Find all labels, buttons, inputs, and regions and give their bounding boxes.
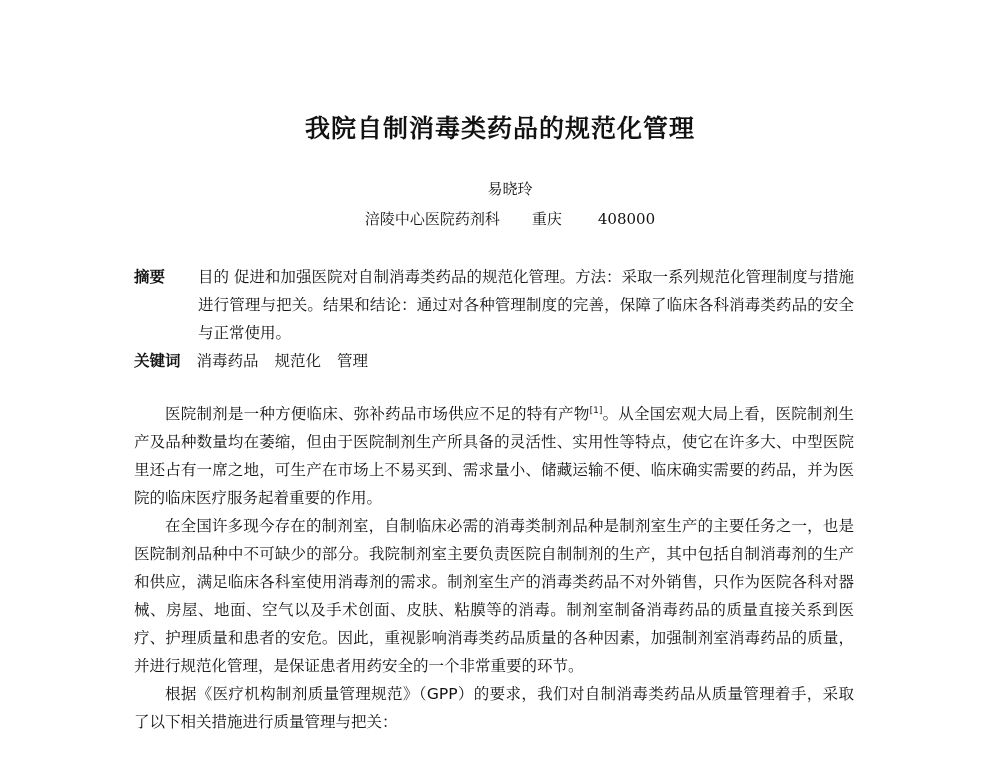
affiliation-institution: 涪陵中心医院药剂科 xyxy=(364,210,500,228)
keyword-item: 管理 xyxy=(337,352,369,370)
author-name: 易晓玲 xyxy=(487,180,533,198)
keyword-item: 消毒药品 xyxy=(196,352,259,370)
abstract-label: 摘要 xyxy=(134,268,166,286)
paper-title: 我院自制消毒类药品的规范化管理 xyxy=(304,114,695,143)
body-text xyxy=(134,400,854,736)
affiliation-line xyxy=(0,208,1000,230)
keywords-label: 关键词 xyxy=(134,352,181,370)
citation-ref: [1] xyxy=(589,405,603,416)
body-paragraph-3: 根据《医疗机构制剂质量管理规范》（GPP）的要求，我们对自制消毒类药品从质量管理着手，采取了以下相关措施进行质量管理与把关： xyxy=(134,685,854,731)
affiliation-postcode: 408000 xyxy=(597,210,656,228)
body-paragraph-2: 在全国许多现今存在的制剂室，自制临床必需的消毒类制剂品种是制剂室生产的主要任务之一，也是医院制剂品种中不可缺少的部分。我院制剂室主要负责医院自制制剂的生产，其中包括自制消毒剂的生产和供应，满足临床各科室使用消毒剂的需求。制剂室生产的消毒类药品不对外销售，只作为医院各科对器械、房屋、地面、空气以及手术创面、皮肤、粘膜等的消毒。制剂室制备消毒药品的质量直接关系到医疗、护理质量和患者的安危。因此，重视影响消毒类药品质量的各种因素，加强制剂室消毒药品的质量，并进行规范化管理，是保证患者用药安全的一个非常重要的环节。 xyxy=(134,517,854,675)
keywords-section xyxy=(134,347,384,375)
body-paragraph-1 xyxy=(134,400,854,512)
abstract-section xyxy=(134,263,854,347)
abstract-text: 目的 促进和加强医院对自制消毒类药品的规范化管理。方法：采取一系列规范化管理制度与措施进行管理与把关。结果和结论：通过对各种管理制度的完善，保障了临床各科消毒类药品的安全与正常使用。 xyxy=(198,268,854,342)
keyword-item: 规范化 xyxy=(274,352,322,370)
paragraph-1-text-a: 医院制剂是一种方便临床、弥补药品市场供应不足的特有产物 xyxy=(165,405,590,423)
affiliation-city: 重庆 xyxy=(531,210,562,228)
paragraph-1-text-b: 。从全国宏观大局上看，医院制剂生产及品种数量均在萎缩，但由于医院制剂生产所具备的灵活性、实用性等特点，使它在许多大、中型医院里还占有一席之地，可生产在市场上不易买到、需求量小、储藏运输不便、临床确实需要的药品，并为医院的临床医疗服务起着重要的作用。 xyxy=(134,405,854,507)
